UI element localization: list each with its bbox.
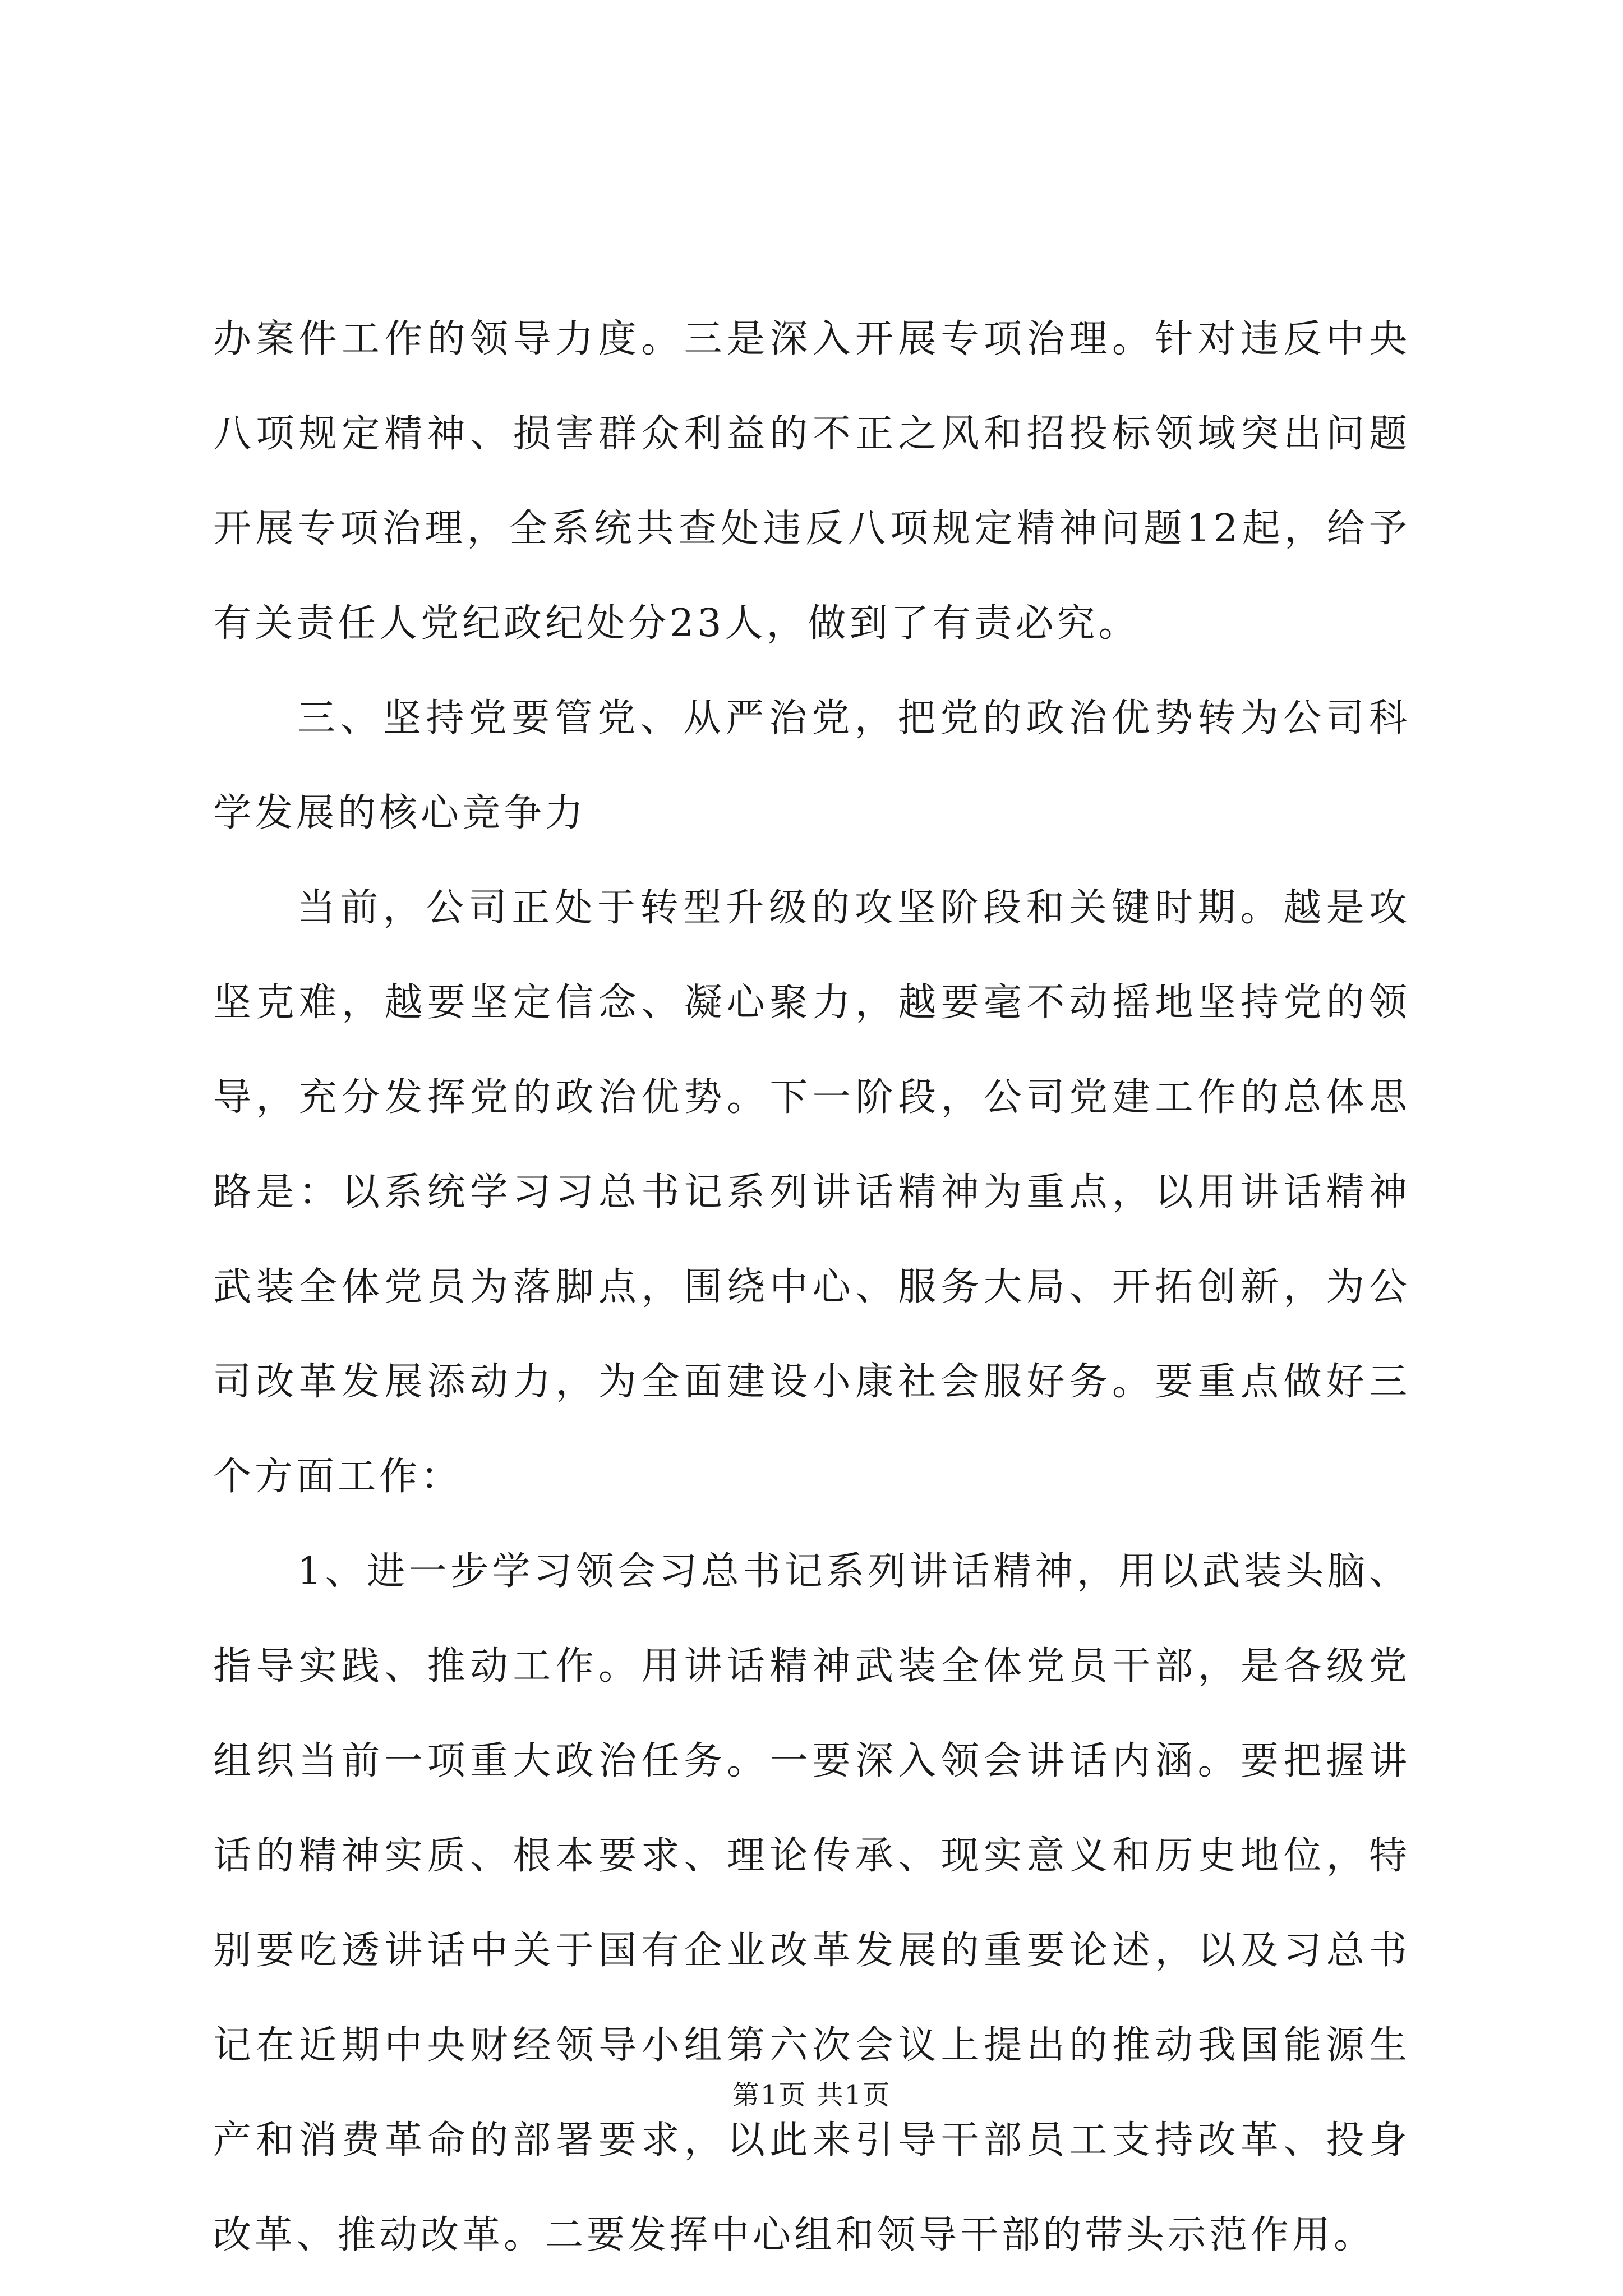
paragraph-4: 1、进一步学习领会习总书记系列讲话精神，用以武装头脑、指导实践、推动工作。用讲话精神武装全体党员干部，是各级党组织当前一项重大政治任务。一要深入领会讲话内涵。要把握讲话的精神实质、根本要求、理论传承、现实意义和历史地位，特别要吃透讲话中关于国有企业改革发展的重要论述，以及习总书记在近期中央财经领导小组第六次会议上提出的推动我国能源生产和消费革命的部署要求，以此来引导干部员工支持改革、投身改革、推动改革。二要发挥中心组和领导干部的带头示范作用。: [213, 1549, 1410, 2257]
document-body: [213, 292, 1410, 2283]
page-number-label: 第1页 共1页: [732, 2079, 891, 2111]
page-footer: [0, 2076, 1623, 2115]
section-heading-3: 三、坚持党要管党、从严治党，把党的政治优势转为公司科学发展的核心竞争力: [213, 696, 1410, 835]
paragraph-1: 办案件工作的领导力度。三是深入开展专项治理。针对违反中央八项规定精神、损害群众利益的不正之风和招投标领域突出问题开展专项治理，全系统共查处违反八项规定精神问题12起，给予有关责任人党纪政纪处分23人，做到了有责必究。: [213, 317, 1410, 646]
paragraph-3: 当前，公司正处于转型升级的攻坚阶段和关键时期。越是攻坚克难，越要坚定信念、凝心聚力，越要毫不动摇地坚持党的领导，充分发挥党的政治优势。下一阶段，公司党建工作的总体思路是：以系统学习习总书记系列讲话精神为重点，以用讲话精神武装全体党员为落脚点，围绕中心、服务大局、开拓创新，为公司改革发展添动力，为全面建设小康社会服好务。要重点做好三个方面工作：: [213, 886, 1410, 1499]
